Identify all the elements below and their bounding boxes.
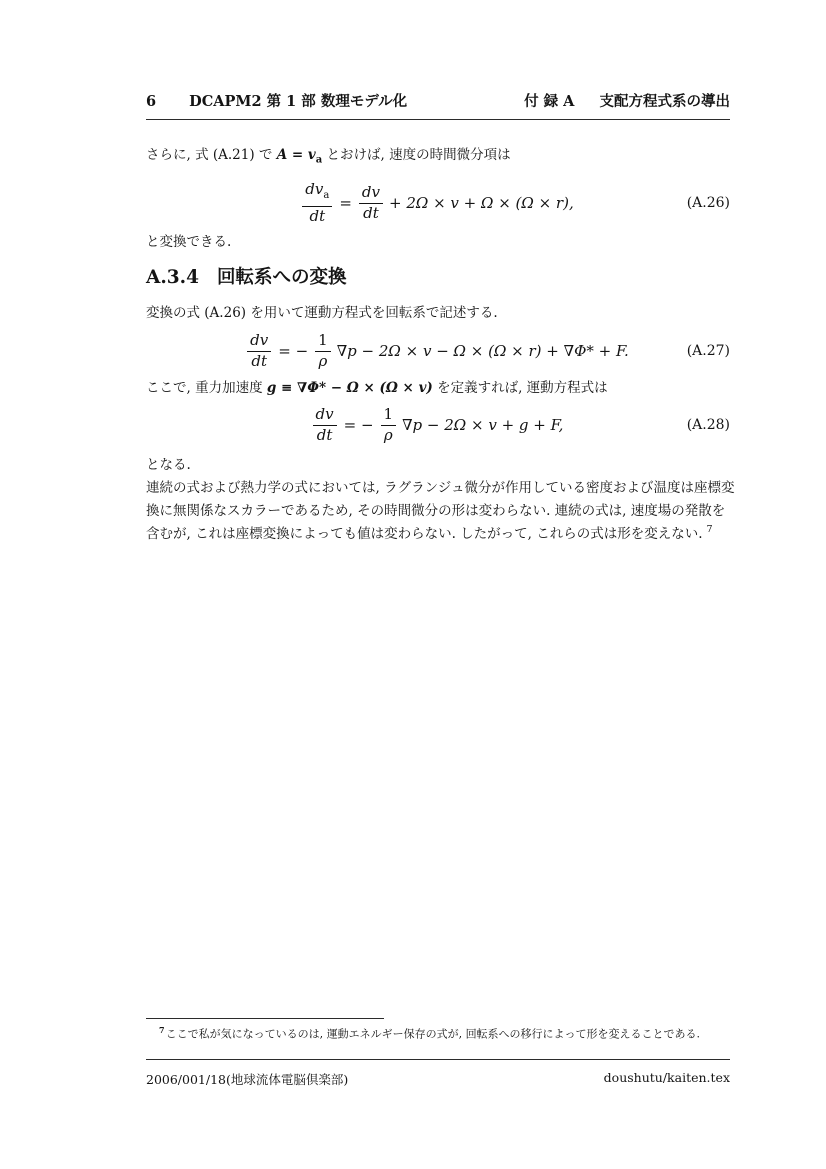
equation-terms: ∇p − 2Ω × v − Ω × (Ω × r) + ∇Φ* + F. — [336, 341, 629, 360]
equals-sign: = — [339, 193, 352, 212]
header-appendix-label: 付 録 A — [524, 93, 575, 110]
footnote-rule — [146, 1018, 384, 1019]
fraction-denominator: dt — [251, 351, 268, 370]
equation-number-label: (A.27) — [686, 342, 730, 359]
section-title: 回転系への変換 — [216, 266, 347, 288]
fraction-numerator: 1 — [315, 331, 331, 352]
body-line-text: 含むが, これは座標変換によっても値は変わらない. したがって, これらの式は形を変えない. — [146, 525, 703, 542]
header-right-title: 支配方程式系の導出 — [599, 93, 730, 110]
paragraph-text-pre: ここで, 重力加速度 — [146, 379, 267, 396]
fraction-numerator: dv — [305, 179, 324, 198]
footnote-marker: 7 — [159, 1025, 165, 1035]
intro-text-post: とおけば, 速度の時間微分項は — [322, 147, 511, 163]
footnote-text — [146, 1023, 730, 1042]
inline-math: A = v — [276, 147, 316, 163]
fraction-denominator: dt — [309, 206, 326, 225]
footnote-reference: 7 — [706, 524, 713, 536]
equation-number-label: (A.28) — [686, 416, 730, 433]
fraction-denominator: ρ — [318, 351, 328, 370]
equation-a27 — [146, 331, 730, 371]
body-paragraph — [146, 454, 735, 546]
after-equation-text: と変換できる. — [146, 233, 232, 250]
paragraph-text-post: を定義すれば, 運動方程式は — [432, 379, 608, 396]
fraction-numerator: dv — [361, 182, 380, 201]
equation-terms: ∇p − 2Ω × v + g + F, — [402, 415, 564, 434]
section-number: A.3.4 — [146, 266, 199, 288]
text-column — [146, 93, 735, 546]
paragraph: 変換の式 (A.26) を用いて運動方程式を回転系で記述する. — [146, 304, 498, 321]
header-left — [146, 93, 407, 111]
body-line: 換に無関係なスカラーであるため, その時間微分の形は変わらない. 連続の式は, 速度場の発散を — [146, 502, 726, 519]
footnote-body: ここで私が気になっているのは, 運動エネルギー保存の式が, 回転系への移行によって形を変えることである. — [165, 1027, 701, 1041]
math-fraction — [381, 405, 397, 445]
footnote-block — [146, 1018, 730, 1042]
math-fraction — [315, 331, 331, 371]
math-fraction — [313, 405, 337, 445]
footer-left-text: 2006/001/18(地球流体電脳倶楽部) — [146, 1072, 349, 1087]
fraction-denominator: dt — [316, 425, 333, 444]
equation-a28 — [146, 405, 730, 445]
fraction-numerator: 1 — [381, 405, 397, 426]
equals-sign: = − — [343, 415, 374, 434]
fraction-denominator: ρ — [383, 425, 393, 444]
equation-number-label: (A.26) — [686, 194, 730, 211]
header-right — [524, 93, 730, 111]
fraction-numerator: dv — [315, 404, 334, 423]
page-header — [146, 93, 730, 120]
equals-sign: = − — [278, 341, 309, 360]
page-number: 6 — [146, 93, 157, 110]
inline-math: g ≡ ∇Φ* − Ω × (Ω × v) — [266, 379, 433, 396]
page-footer — [146, 1059, 730, 1088]
section-heading — [146, 267, 730, 289]
fraction-numerator: dv — [250, 330, 269, 349]
intro-text-pre: さらに, 式 (A.21) で — [146, 147, 277, 163]
equation-terms: + 2Ω × v + Ω × (Ω × r), — [388, 193, 574, 212]
math-fraction — [247, 331, 271, 371]
equation-a26 — [146, 180, 730, 226]
paragraph — [146, 379, 730, 398]
body-line: となる. — [146, 456, 191, 473]
body-line: 連続の式および熱力学の式においては, ラグランジュ微分が作用している密度および温度は座標変 — [146, 479, 735, 496]
fraction-denominator: dt — [363, 203, 379, 222]
inline-math-subscript: a — [315, 154, 323, 166]
header-left-title: DCAPM2 第 1 部 数理モデル化 — [189, 93, 408, 110]
math-fraction — [302, 180, 332, 226]
numerator-subscript: a — [323, 189, 330, 201]
body-line — [146, 523, 730, 546]
math-fraction — [359, 183, 383, 223]
intro-paragraph — [146, 146, 730, 170]
footer-right-text: doushutu/kaiten.tex — [603, 1070, 730, 1085]
